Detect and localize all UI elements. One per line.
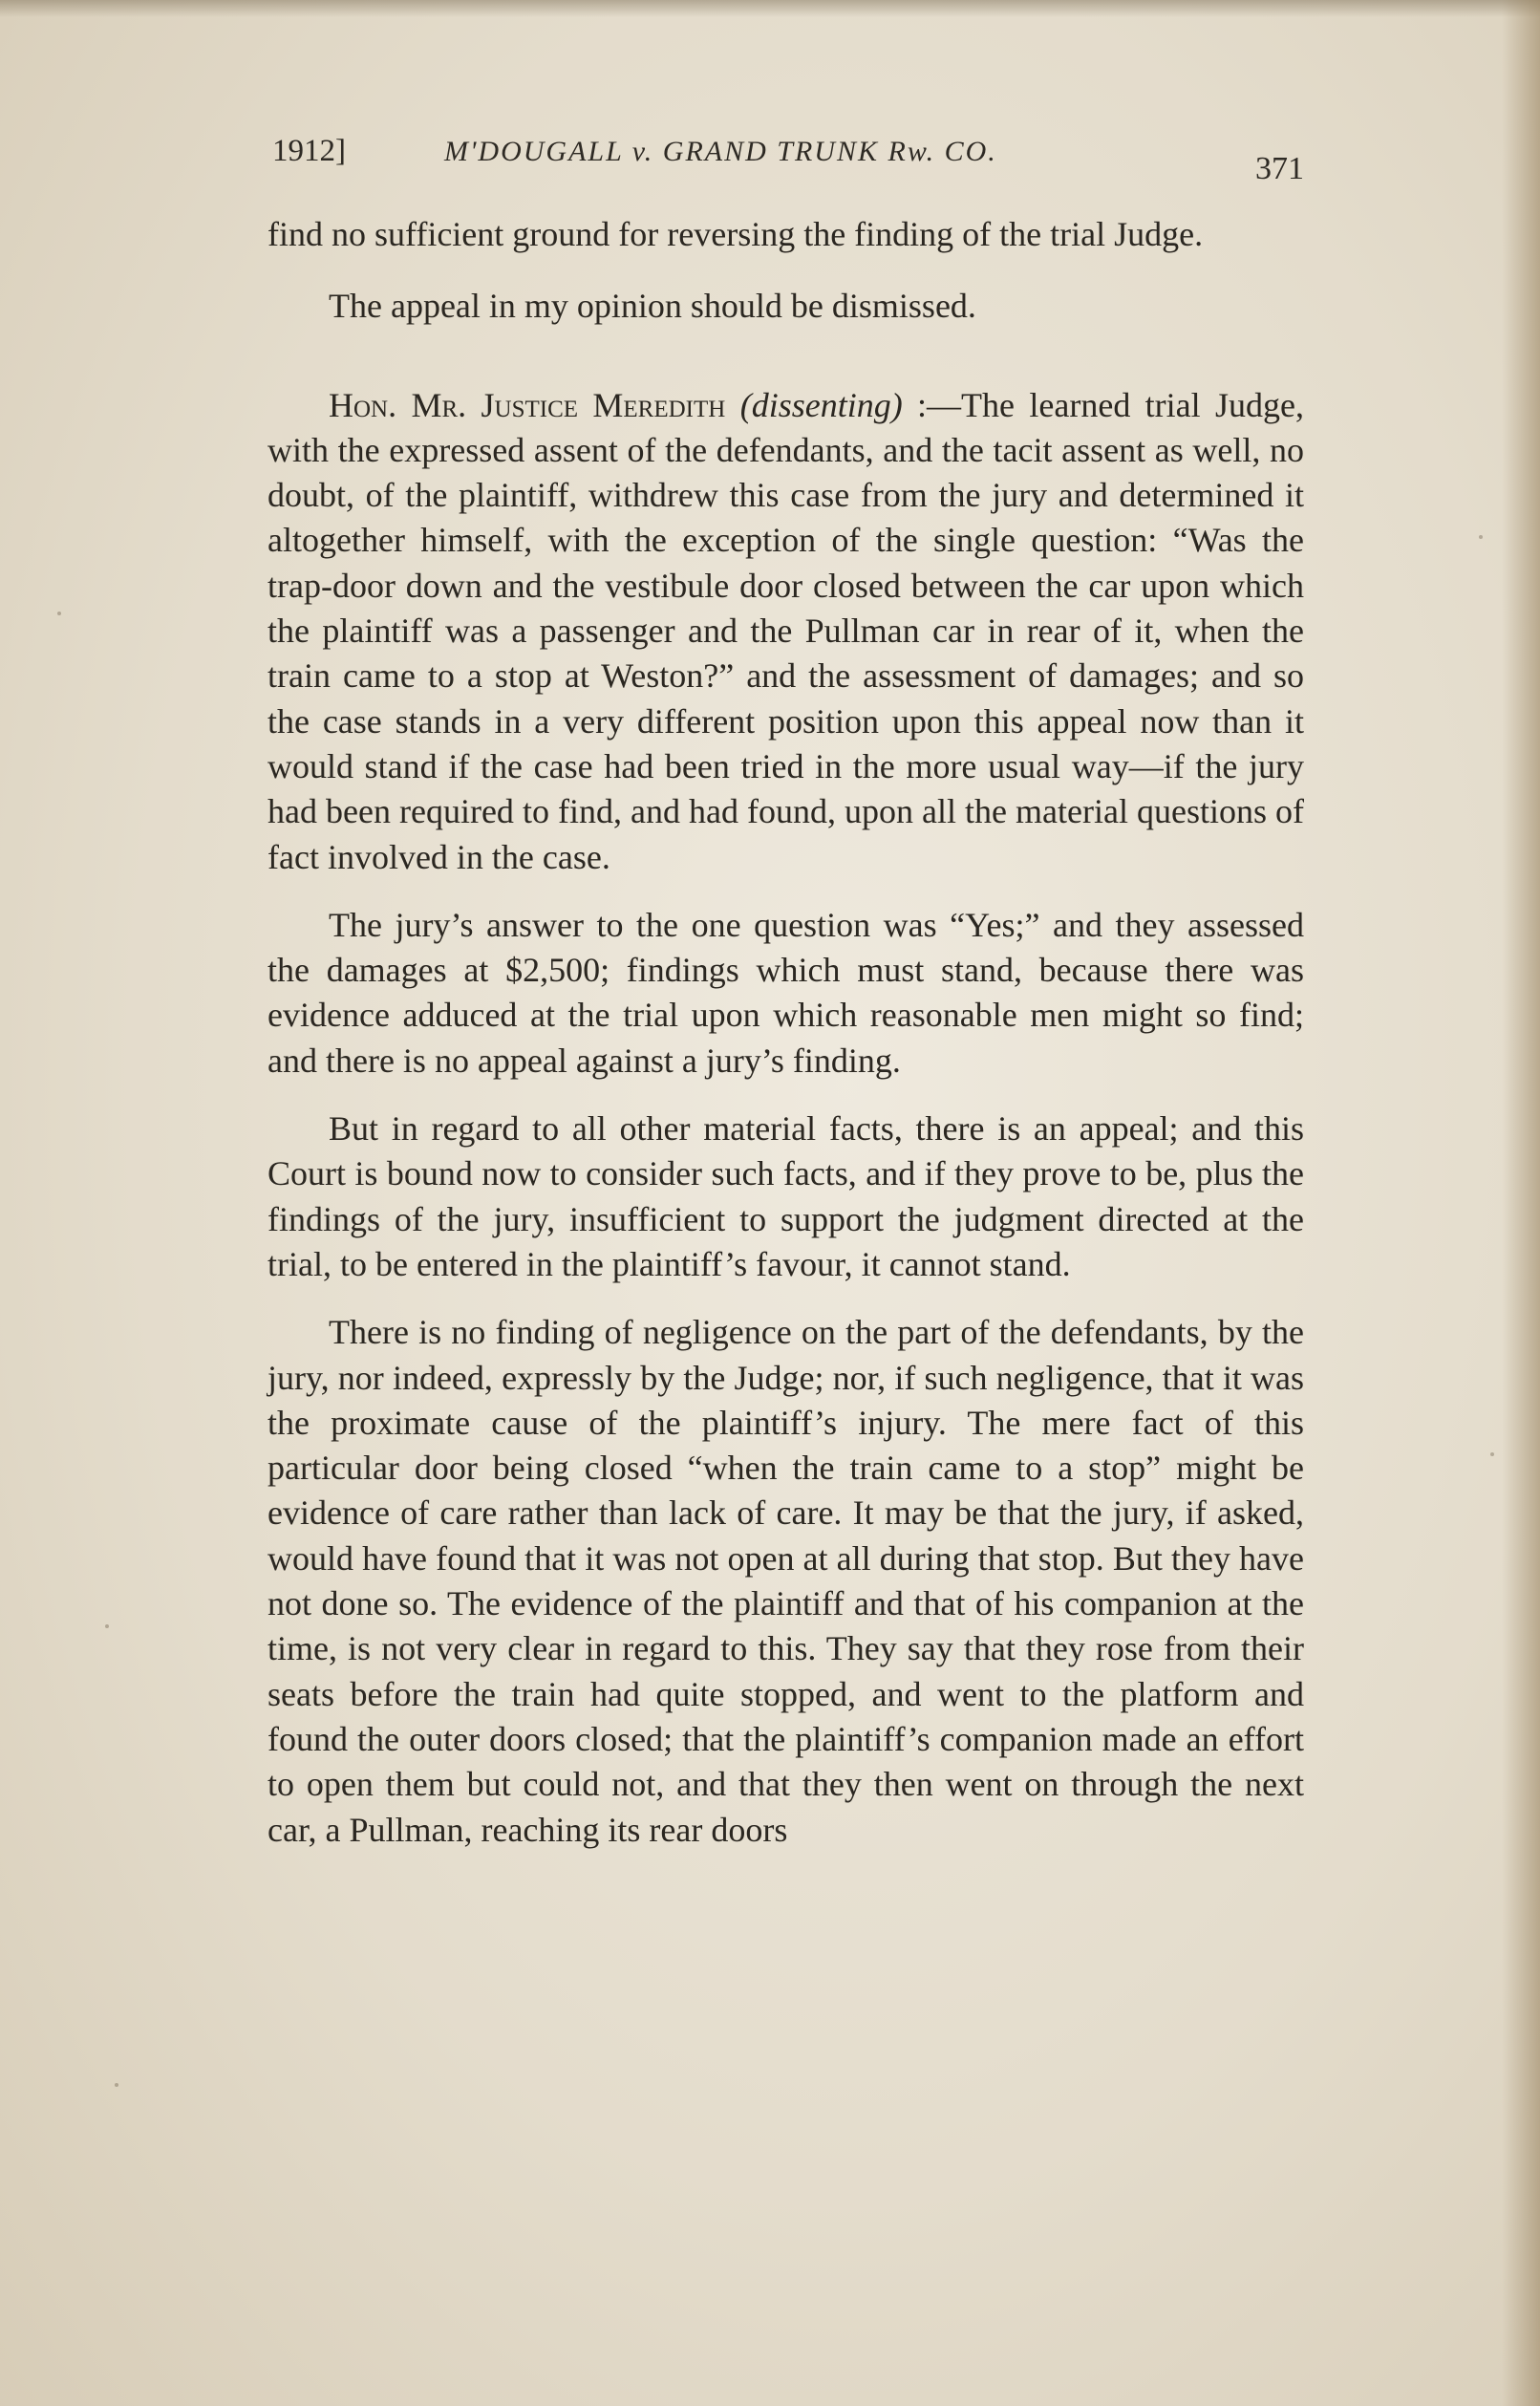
judge-name: Hon. Mr. Justice Meredith [329,385,726,424]
header-case-title: M'DOUGALL v. GRAND TRUNK Rw. CO. [444,136,997,167]
dissenting-note: (dissenting) [739,385,903,424]
page-body [267,212,1304,1853]
opinion-text: :—The learned trial Judge, with the expressed assent of the defendants, and the tacit assent as well, no doubt, of the plaintiff, withdrew this case from the jury and determined it altogether himself, with the exception of the single question: “Was the trap-door down and the vestibule door closed between the car upon which the plaintiff was a passenger and the Pullman car in rear of it, when the train came to a stop at Weston?” and the assessment of damages; and so the case stands in a very different position upon this appeal now than it would stand if the case had been tried in the more usual way—if the jury had been required to find, and had found, upon all the material questions of fact involved in the case. [267,385,1305,876]
paper-speck [105,1624,109,1628]
page-top-shadow [0,0,1540,17]
paragraph-continuation: find no sufficient ground for reversing the finding of the trial Judge. [267,215,1204,253]
paper-speck [115,2083,118,2087]
paper-speck [1479,535,1483,539]
paragraph-dismissal: The appeal in my opinion should be dismissed. [329,287,976,326]
running-header [272,134,1304,191]
header-year: 1912] [272,134,346,168]
page-number: 371 [1255,151,1304,186]
page-edge-shadow [1502,0,1540,2406]
paragraph-jury-answer: The jury’s answer to the one question was “Yes;” and they assessed the damages at $2,500; findings which must stand, because there was evidence adduced at the trial upon which reasonable men might so find; and there is no appeal against a jury’s finding. [267,905,1304,1080]
paragraph-negligence: There is no finding of negligence on the part of the defendants, by the jury, nor indeed, expressly by the Judge; nor, if such negligence, that it was the proximate cause of the plaintiff’s injury. The mere fact of this particular door being closed “when the train came to a stop” might be evidence of care rather than lack of care. It may be that the jury, if asked, would have found that it was not open at all during that stop. But they have not done so. The evidence of the plaintiff and that of his companion at the time, is not very clear in regard to this. They say that they rose from their seats before the train had quite stopped, and went to the platform and found the outer doors closed; that the plaintiff’s companion made an effort to open them but could not, and that they then went on through the next car, a Pullman, reaching its rear doors [267,1313,1304,1849]
paragraph-meredith-opinion [267,383,1304,880]
paragraph-appeal-facts: But in regard to all other material facts, there is an appeal; and this Court is bound now to consider such facts, and if they prove to be, plus the findings of the jury, insufficient to support the judgment directed at the trial, to be entered in the plaintiff’s favour, it cannot stand. [267,1109,1304,1283]
paper-speck [1490,1452,1494,1456]
paper-speck [57,612,61,615]
